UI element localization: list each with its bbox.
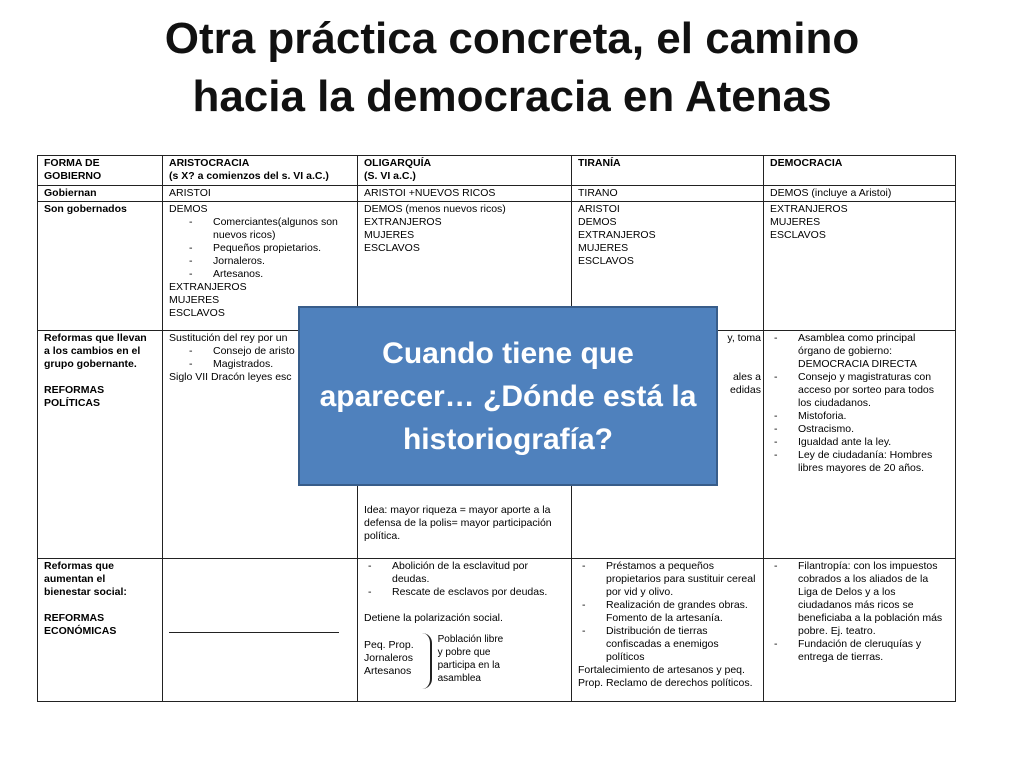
list-item: - Préstamos a pequeños propietarios para sustituir cereal por vid y olivo. <box>582 560 757 599</box>
row-label-politicas <box>38 331 163 559</box>
header-cell-oligarquia <box>358 156 572 186</box>
text-line: Reformas que llevan <box>44 332 147 344</box>
cell-economicas-oligarquia <box>358 559 572 702</box>
callout-box <box>298 306 718 486</box>
table-row-gobiernan <box>38 186 956 202</box>
text-line: DEMOS <box>578 216 617 228</box>
list-item: - Igualdad ante la ley. <box>774 436 949 449</box>
list-item: - Consejo de aristo <box>189 345 351 358</box>
list-item: - Pequeños propietarios. <box>189 242 351 255</box>
text-line: aumentan el <box>44 573 106 585</box>
text-line: Jornaleros <box>364 652 414 664</box>
text-line: participa en la <box>437 660 500 671</box>
list-item: - Distribución de tierras confiscadas a enemigos políticos <box>582 625 757 664</box>
text-line: DEMOS <box>169 203 208 215</box>
text-line: REFORMAS <box>44 612 105 624</box>
text-line: Siglo VII Dracón leyes esc <box>169 371 292 383</box>
text-line: ARISTOI <box>578 203 620 215</box>
cell-politicas-democracia <box>764 331 956 559</box>
text-line: MUJERES <box>169 294 220 306</box>
list-item: - Asamblea como principal órgano de gobierno: DEMOCRACIA DIRECTA <box>774 332 949 371</box>
text-line: EXTRANJEROS <box>169 281 247 293</box>
header-cell-forma <box>38 156 163 186</box>
text-line: REFORMAS <box>44 384 105 396</box>
callout-text: Cuando tiene que aparecer… ¿Dónde está la historiografía? <box>319 336 697 456</box>
text-paragraph: Idea: mayor riqueza = mayor aporte a la defensa de la polis= mayor participación política. <box>364 504 552 542</box>
brace-group <box>364 633 565 689</box>
list-economicas-democracia <box>770 560 949 664</box>
list-item: - Mistoforia. <box>774 410 949 423</box>
cell-economicas-aristocracia <box>163 559 358 702</box>
table-header-row <box>38 156 956 186</box>
list-item: - Ostracismo. <box>774 423 949 436</box>
text-line: grupo gobernante. <box>44 358 137 370</box>
slide-title-line-2: hacia la democracia en Atenas <box>192 72 832 121</box>
list-economicas-tirania <box>578 560 757 664</box>
text-line: MUJERES <box>770 216 821 228</box>
header-forma-line-1: FORMA DE <box>44 157 100 169</box>
list-item: - Rescate de esclavos por deudas. <box>368 586 565 599</box>
text-line: Artesanos <box>364 665 412 677</box>
header-oligarquia-line-2: (S. VI a.C.) <box>364 170 416 182</box>
header-cell-aristocracia <box>163 156 358 186</box>
text-line: bienestar social: <box>44 586 127 598</box>
text-line: a los cambios en el <box>44 345 141 357</box>
text-line: EXTRANJEROS <box>364 216 442 228</box>
list-item: - Ley de ciudadanía: Hombres libres mayores de 20 años. <box>774 449 949 475</box>
table-row-economicas <box>38 559 956 702</box>
text-line: EXTRANJEROS <box>578 229 656 241</box>
text-line: ESCLAVOS <box>169 307 225 319</box>
text-line: EXTRANJEROS <box>770 203 848 215</box>
text-line: asamblea <box>437 673 481 684</box>
cell-economicas-tirania <box>572 559 764 702</box>
brace-right-list <box>438 633 504 685</box>
text-line: ECONÓMICAS <box>44 625 117 637</box>
list-item: - Consejo y magistraturas con acceso por sorteo para todos los ciudadanos. <box>774 371 949 410</box>
text-fragment: edidas <box>730 384 761 396</box>
cell-gobiernan-oligarquia: ARISTOI +NUEVOS RICOS <box>358 186 572 202</box>
slide-title <box>0 10 1024 126</box>
cell-economicas-democracia <box>764 559 956 702</box>
row-label-gobernados: Son gobernados <box>38 202 163 331</box>
row-label-gobiernan: Gobiernan <box>38 186 163 202</box>
cell-gobernados-democracia <box>764 202 956 331</box>
list-item: - Artesanos. <box>189 268 351 281</box>
header-cell-tirania: TIRANÍA <box>572 156 764 186</box>
text-line: MUJERES <box>578 242 629 254</box>
text-paragraph: Fortalecimiento de artesanos y peq. Prop. Reclamo de derechos políticos. <box>578 664 753 689</box>
cell-gobiernan-aristocracia: ARISTOI <box>163 186 358 202</box>
list-item: - Magistrados. <box>189 358 351 371</box>
text-line: Detiene la polarización social. <box>364 612 503 624</box>
curly-brace-icon <box>420 633 432 689</box>
text-line: MUJERES <box>364 229 415 241</box>
cell-gobiernan-democracia: DEMOS (incluye a Aristoi) <box>764 186 956 202</box>
header-cell-democracia: DEMOCRACIA <box>764 156 956 186</box>
text-line: ESCLAVOS <box>770 229 826 241</box>
slide-title-line-1: Otra práctica concreta, el camino <box>164 14 860 63</box>
cell-gobiernan-tirania: TIRANO <box>572 186 764 202</box>
list-gobernados-aristocracia <box>169 216 351 281</box>
text-line: Población libre <box>437 634 504 645</box>
text-line: DEMOS (menos nuevos ricos) <box>364 203 506 215</box>
text-line: y pobre que <box>437 647 491 658</box>
text-fragment: ales a <box>732 371 761 383</box>
list-item: - Abolición de la esclavitud por deudas. <box>368 560 565 586</box>
header-aristocracia-line-2: (s X? a comienzos del s. VI a.C.) <box>169 170 329 182</box>
row-label-economicas <box>38 559 163 702</box>
header-forma-line-2: GOBIERNO <box>44 170 102 182</box>
brace-left-list <box>364 633 414 678</box>
list-item: - Jornaleros. <box>189 255 351 268</box>
text-line: Peq. Prop. <box>364 639 414 651</box>
list-politicas-democracia <box>770 332 949 475</box>
header-oligarquia-line-1: OLIGARQUÍA <box>364 157 432 169</box>
list-item: - Realización de grandes obras. Fomento de la artesanía. <box>582 599 757 625</box>
text-line: ESCLAVOS <box>578 255 634 267</box>
blank-line <box>169 632 339 633</box>
list-item: - Fundación de cleruquías y entrega de tierras. <box>774 638 949 664</box>
text-line: POLÍTICAS <box>44 397 101 409</box>
list-item: - Comerciantes(algunos son nuevos ricos) <box>189 216 351 242</box>
text-line: Reformas que <box>44 560 115 572</box>
list-economicas-oligarquia <box>364 560 565 599</box>
list-item: - Filantropía: con los impuestos cobrados a los aliados de la Liga de Delos y a los ciudadanos más ricos se beneficiaba a la población más pobre. Ej. teatro. <box>774 560 949 638</box>
header-aristocracia-line-1: ARISTOCRACIA <box>169 157 250 169</box>
text-line: Sustitución del rey por un <box>169 332 288 344</box>
text-fragment: y, toma <box>727 332 761 344</box>
text-line: ESCLAVOS <box>364 242 420 254</box>
